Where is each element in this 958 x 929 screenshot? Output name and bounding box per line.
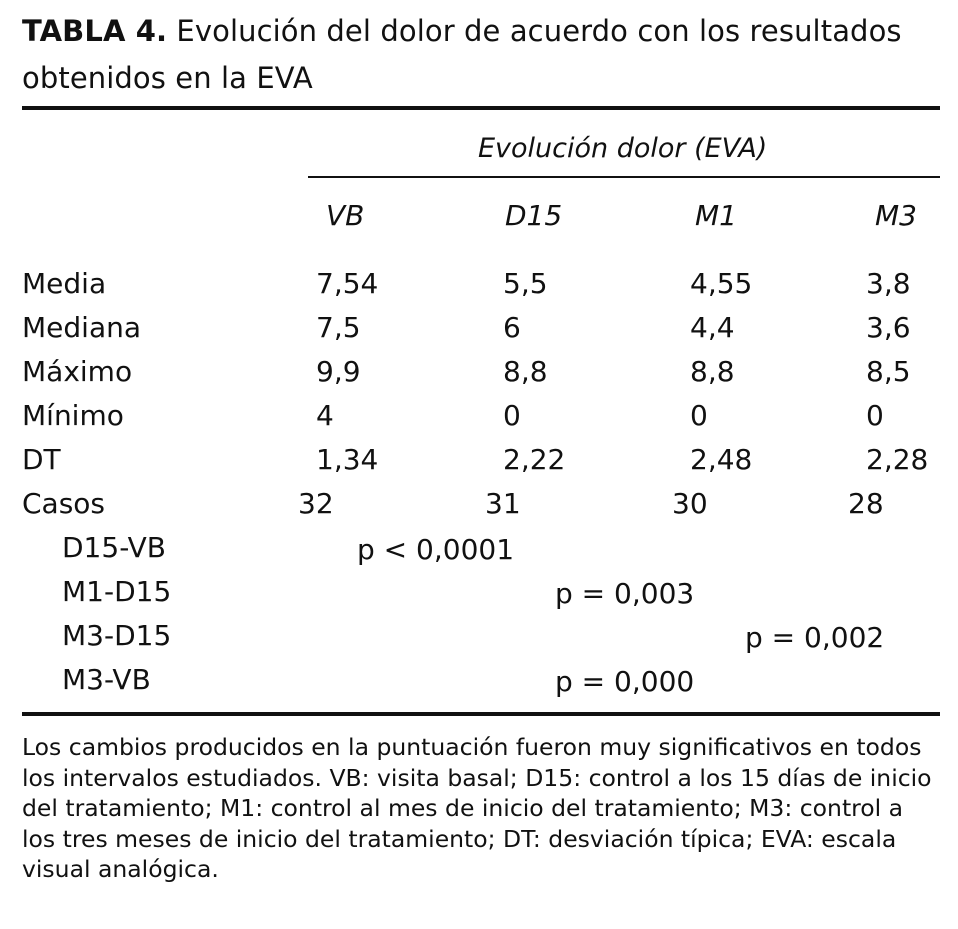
cell-media-m3: 3,8: [866, 267, 911, 300]
column-header-m3: M3: [875, 199, 917, 232]
comparison-p-m3-vb: p = 0,000: [555, 665, 695, 698]
cell-dt-m1: 2,48: [690, 443, 753, 476]
cell-casos-m1: 30: [672, 487, 708, 520]
cell-mediana-vb: 7,5: [316, 311, 361, 344]
comparison-label-m3-vb: M3-VB: [62, 663, 151, 696]
column-header-vb: VB: [326, 199, 365, 232]
group-header: Evolución dolor (EVA): [478, 133, 768, 164]
row-label-maximo: Máximo: [22, 355, 133, 388]
comparison-label-m1-d15: M1-D15: [62, 575, 172, 608]
comparison-p-m1-d15: p = 0,003: [555, 577, 695, 610]
cell-media-m1: 4,55: [690, 267, 753, 300]
bottom-rule: [22, 712, 940, 716]
row-label-dt: DT: [22, 443, 61, 476]
cell-minimo-m3: 0: [866, 399, 884, 432]
cell-dt-m3: 2,28: [866, 443, 929, 476]
cell-maximo-m1: 8,8: [690, 355, 735, 388]
row-label-minimo: Mínimo: [22, 399, 124, 432]
row-label-media: Media: [22, 267, 107, 300]
comparison-label-d15-vb: D15-VB: [62, 531, 167, 564]
table-number: TABLA 4.: [22, 14, 168, 48]
row-label-mediana: Mediana: [22, 311, 141, 344]
cell-mediana-m1: 4,4: [690, 311, 735, 344]
comparison-p-d15-vb: p < 0,0001: [357, 533, 515, 566]
title-text-line2: obtenidos en la EVA: [22, 61, 313, 95]
cell-maximo-d15: 8,8: [503, 355, 548, 388]
table-footnote: Los cambios producidos en la puntuación fueron muy significativos en todos los intervalos estudiados. VB: visita basal; D15: control a los 15 días de inicio del tratamiento; M1: control al mes de inicio del tratamiento; M3: control a los tres meses de inicio del tratamiento; DT: desviación típica; EVA: escala visual analógica.: [22, 733, 932, 883]
comparison-label-m3-d15: M3-D15: [62, 619, 172, 652]
cell-casos-vb: 32: [298, 487, 334, 520]
cell-casos-d15: 31: [485, 487, 521, 520]
cell-minimo-m1: 0: [690, 399, 708, 432]
cell-dt-vb: 1,34: [316, 443, 379, 476]
column-header-d15: D15: [505, 199, 563, 232]
cell-casos-m3: 28: [848, 487, 884, 520]
row-label-casos: Casos: [22, 487, 106, 520]
title-text-line1: Evolución del dolor de acuerdo con los resultados: [176, 14, 902, 48]
cell-dt-d15: 2,22: [503, 443, 566, 476]
cell-mediana-d15: 6: [503, 311, 521, 344]
cell-mediana-m3: 3,6: [866, 311, 911, 344]
cell-minimo-vb: 4: [316, 399, 334, 432]
table-title: [22, 14, 902, 48]
cell-maximo-vb: 9,9: [316, 355, 361, 388]
cell-minimo-d15: 0: [503, 399, 521, 432]
comparison-p-m3-d15: p = 0,002: [745, 621, 885, 654]
cell-media-d15: 5,5: [503, 267, 548, 300]
cell-maximo-m3: 8,5: [866, 355, 911, 388]
top-rule: [22, 106, 940, 110]
column-header-m1: M1: [695, 199, 737, 232]
group-header-rule: [308, 176, 940, 178]
cell-media-vb: 7,54: [316, 267, 379, 300]
